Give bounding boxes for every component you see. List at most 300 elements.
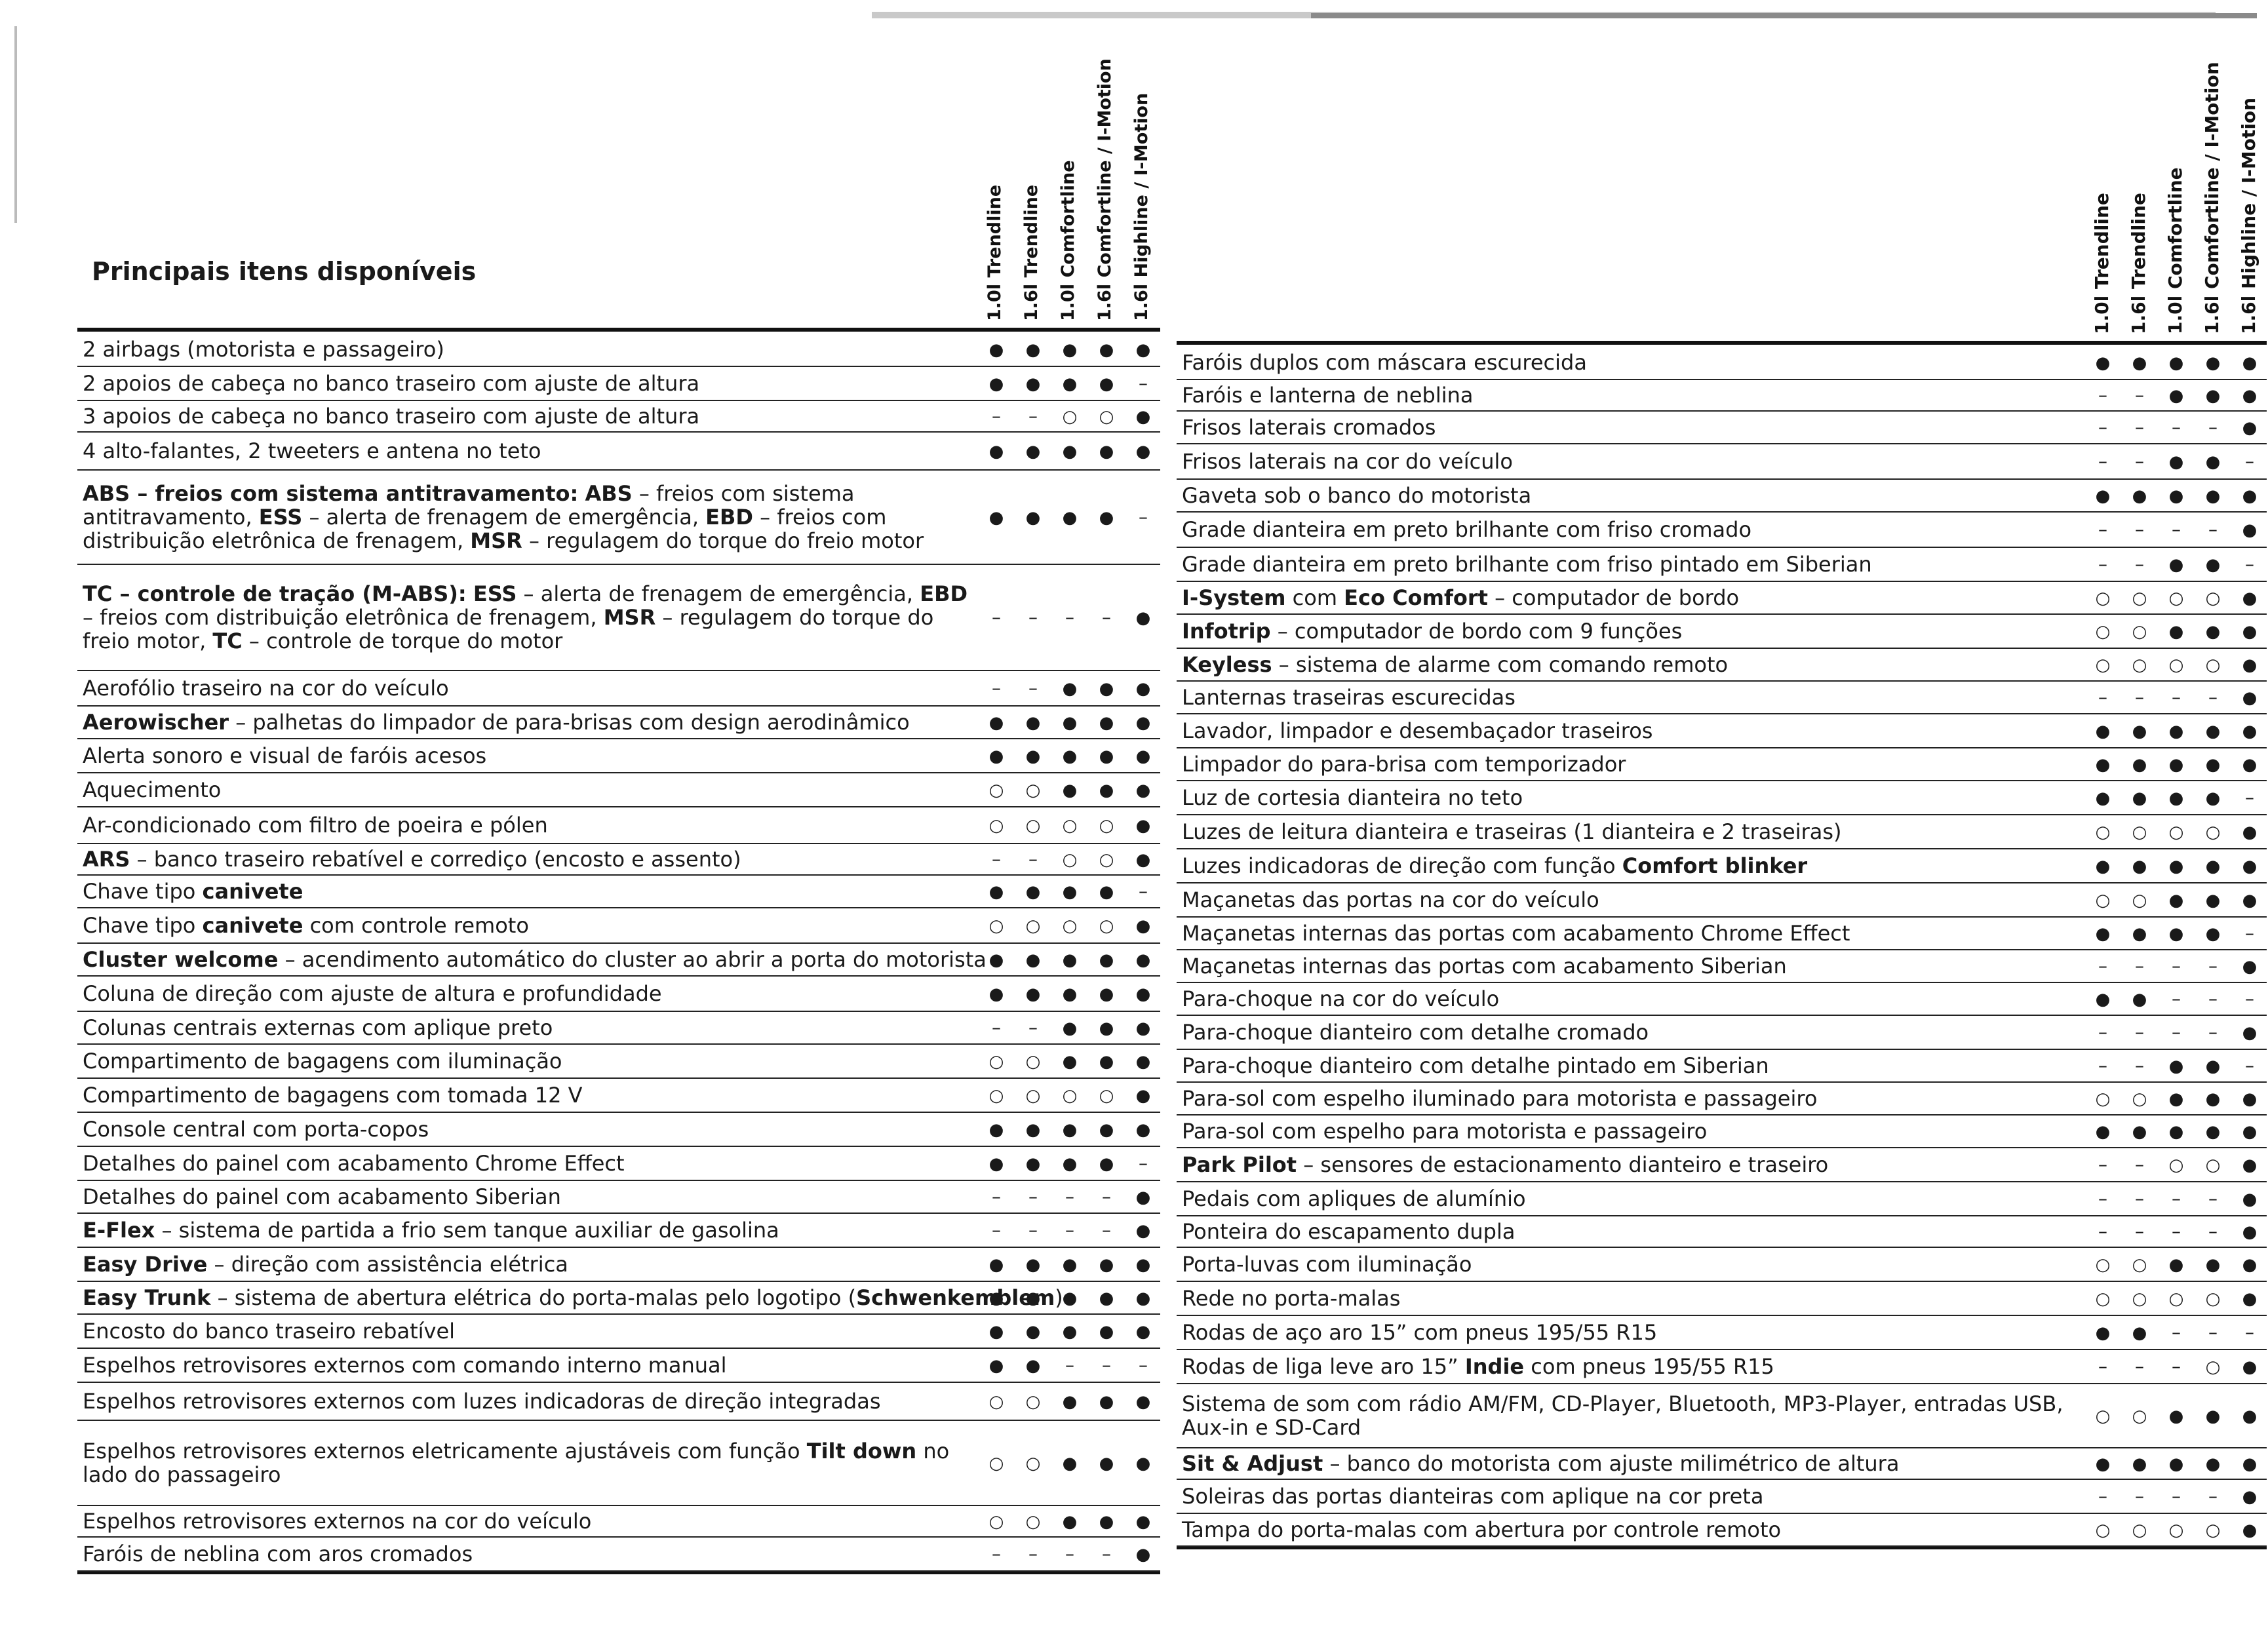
feature-label-segment: 2 apoios de cabeça no banco traseiro com ajuste de altura — [83, 371, 700, 396]
feature-label-segment: Easy Trunk — [83, 1285, 211, 1310]
standard-dot-icon — [1015, 747, 1051, 766]
right-feature-label — [1177, 1392, 2081, 1439]
unavailable-dash-icon — [1125, 1356, 1162, 1374]
left-availability-marks — [977, 1538, 1162, 1570]
optional-circle-icon — [1015, 1512, 1051, 1531]
standard-dot-icon — [2158, 386, 2195, 405]
left-feature-row — [77, 844, 1160, 876]
optional-circle-icon — [2195, 823, 2231, 842]
optional-circle-icon — [2195, 1521, 2231, 1540]
standard-dot-icon — [2231, 622, 2268, 641]
standard-dot-icon — [2195, 1122, 2231, 1141]
right-availability-marks — [2083, 781, 2268, 814]
unavailable-dash-icon — [2158, 957, 2195, 975]
standard-dot-icon — [2231, 1089, 2268, 1108]
right-feature-label — [1177, 686, 2081, 709]
right-feature-label — [1177, 1153, 2081, 1176]
unavailable-dash-icon — [2121, 452, 2158, 471]
feature-label-segment: Luz de cortesia dianteira no teto — [1182, 785, 1523, 810]
standard-dot-icon — [2195, 722, 2231, 741]
left-feature-label — [77, 582, 975, 653]
right-version-header: 1.6l Highline / I-Motion — [2238, 97, 2259, 334]
feature-label-segment: Pedais com apliques de alumínio — [1182, 1186, 1526, 1211]
left-feature-row — [77, 1383, 1160, 1421]
right-feature-label — [1177, 450, 2081, 473]
left-feature-label — [77, 1353, 975, 1377]
left-availability-marks — [977, 977, 1162, 1011]
optional-circle-icon — [2195, 655, 2231, 674]
optional-circle-icon — [2158, 1521, 2195, 1540]
unavailable-dash-icon — [2121, 386, 2158, 404]
optional-circle-icon — [2195, 589, 2231, 608]
left-feature-row — [77, 1421, 1160, 1506]
standard-dot-icon — [1015, 882, 1051, 901]
feature-label-segment: Luzes indicadoras de direção com função — [1182, 853, 1622, 878]
feature-label-segment: – sensores de estacionamento dianteiro e traseiro — [1297, 1152, 1829, 1177]
left-availability-marks — [977, 844, 1162, 874]
standard-dot-icon — [1125, 1018, 1162, 1038]
unavailable-dash-icon — [2195, 1023, 2231, 1041]
unavailable-dash-icon — [2084, 452, 2121, 471]
standard-dot-icon — [1015, 1289, 1051, 1308]
feature-label-segment: com controle remoto — [303, 913, 529, 938]
standard-dot-icon — [2121, 924, 2158, 943]
standard-dot-icon — [2084, 857, 2121, 876]
optional-circle-icon — [1088, 407, 1125, 426]
right-feature-row — [1177, 918, 2267, 950]
standard-dot-icon — [2195, 1255, 2231, 1274]
right-availability-marks — [2083, 548, 2268, 581]
standard-dot-icon — [1015, 508, 1051, 527]
optional-circle-icon — [978, 816, 1015, 835]
left-availability-marks — [977, 739, 1162, 772]
right-feature-label — [1177, 1087, 2081, 1110]
unavailable-dash-icon — [1015, 679, 1051, 697]
feature-label-segment: – sistema de abertura elétrica do porta-malas pelo logotipo ( — [210, 1285, 857, 1310]
standard-dot-icon — [1051, 1392, 1088, 1411]
right-feature-label — [1177, 1187, 2081, 1211]
standard-dot-icon — [1088, 679, 1125, 698]
unavailable-dash-icon — [1015, 1188, 1051, 1206]
right-availability-marks — [2083, 1514, 2268, 1545]
right-availability-marks — [2083, 1282, 2268, 1315]
left-availability-marks — [977, 1079, 1162, 1112]
right-availability-marks — [2083, 983, 2268, 1015]
standard-dot-icon — [1088, 442, 1125, 461]
feature-label-segment: Tilt down — [806, 1439, 917, 1464]
left-feature-row — [77, 807, 1160, 844]
standard-dot-icon — [1015, 1322, 1051, 1341]
standard-dot-icon — [1088, 1255, 1125, 1274]
left-feature-label — [77, 1218, 975, 1242]
left-version-header: 1.6l Highline / I-Motion — [1131, 92, 1152, 321]
right-feature-label — [1177, 351, 2081, 374]
right-availability-marks — [2083, 883, 2268, 916]
optional-circle-icon — [2084, 823, 2121, 842]
right-feature-row — [1177, 582, 2267, 615]
left-feature-label — [77, 1117, 975, 1141]
standard-dot-icon — [2158, 1089, 2195, 1108]
right-feature-row — [1177, 849, 2267, 883]
left-feature-row — [77, 1079, 1160, 1113]
standard-dot-icon — [2231, 520, 2268, 539]
standard-dot-icon — [2121, 486, 2158, 505]
feature-label-segment: Maçanetas internas das portas com acabamento Chrome Effect — [1182, 921, 1850, 946]
right-feature-label — [1177, 854, 2081, 878]
page-title: Principais itens disponíveis — [92, 257, 477, 286]
standard-dot-icon — [2195, 486, 2231, 505]
feature-label-segment: Maçanetas internas das portas com acabamento Siberian — [1182, 954, 1787, 979]
left-feature-row — [77, 1012, 1160, 1045]
unavailable-dash-icon — [2121, 1190, 2158, 1208]
left-availability-marks — [977, 565, 1162, 670]
standard-dot-icon — [2231, 1222, 2268, 1241]
optional-circle-icon — [1088, 916, 1125, 935]
optional-circle-icon — [978, 781, 1015, 800]
standard-dot-icon — [2195, 1406, 2231, 1426]
left-feature-label — [77, 1439, 975, 1486]
right-availability-marks — [2083, 714, 2268, 747]
standard-dot-icon — [2231, 1190, 2268, 1209]
left-feature-label — [77, 1542, 975, 1566]
standard-dot-icon — [2195, 891, 2231, 910]
feature-label-segment: Aerowischer — [83, 710, 229, 735]
standard-dot-icon — [1088, 781, 1125, 800]
right-availability-marks — [2083, 849, 2268, 882]
feature-label-segment: 3 apoios de cabeça no banco traseiro com ajuste de altura — [83, 404, 700, 429]
standard-dot-icon — [1051, 1255, 1088, 1274]
unavailable-dash-icon — [2195, 1487, 2231, 1505]
right-feature-label — [1177, 1484, 2081, 1508]
feature-label-segment: Porta-luvas com iluminação — [1182, 1252, 1472, 1277]
right-feature-row — [1177, 1350, 2267, 1384]
right-availability-marks — [2083, 1350, 2268, 1383]
feature-label-segment: Aerofólio traseiro na cor do veículo — [83, 676, 449, 701]
standard-dot-icon — [978, 882, 1015, 901]
standard-dot-icon — [2158, 486, 2195, 505]
standard-dot-icon — [1051, 1289, 1088, 1308]
standard-dot-icon — [2121, 857, 2158, 876]
right-feature-row — [1177, 1514, 2267, 1547]
feature-label-segment: com — [1285, 585, 1344, 610]
standard-dot-icon — [978, 442, 1015, 461]
standard-dot-icon — [1051, 340, 1088, 359]
right-feature-label — [1177, 1518, 2081, 1542]
unavailable-dash-icon — [2195, 418, 2231, 436]
feature-label-segment: – sistema de alarme com comando remoto — [1272, 652, 1729, 677]
standard-dot-icon — [2158, 1255, 2195, 1274]
feature-label-segment: Easy Drive — [83, 1252, 208, 1277]
right-version-header: 1.0l Trendline — [2091, 193, 2113, 334]
unavailable-dash-icon — [978, 407, 1015, 425]
right-availability-marks — [2083, 1148, 2268, 1181]
standard-dot-icon — [2195, 386, 2231, 405]
unavailable-dash-icon — [2231, 1323, 2268, 1342]
right-feature-label — [1177, 484, 2081, 507]
right-feature-row — [1177, 1282, 2267, 1316]
feature-label-segment: ABS — [585, 481, 633, 506]
optional-circle-icon — [2084, 1089, 2121, 1108]
left-feature-label — [77, 1319, 975, 1343]
feature-label-segment: Chave tipo — [83, 879, 203, 904]
standard-dot-icon — [978, 1154, 1015, 1173]
right-feature-label — [1177, 1054, 2081, 1077]
standard-dot-icon — [1125, 1052, 1162, 1071]
standard-dot-icon — [2231, 857, 2268, 876]
standard-dot-icon — [2231, 1487, 2268, 1506]
standard-dot-icon — [978, 340, 1015, 359]
right-availability-marks — [2083, 748, 2268, 780]
right-feature-row — [1177, 1216, 2267, 1248]
left-page-edge — [14, 26, 17, 223]
unavailable-dash-icon — [2121, 520, 2158, 539]
feature-label-segment: Tampa do porta-malas com abertura por controle remoto — [1182, 1517, 1782, 1542]
standard-dot-icon — [2158, 452, 2195, 471]
feature-label-segment: I-System — [1182, 585, 1286, 610]
standard-dot-icon — [1051, 713, 1088, 732]
feature-label-segment: Grade dianteira em preto brilhante com friso pintado em Siberian — [1182, 552, 1872, 577]
standard-dot-icon — [2231, 486, 2268, 505]
standard-dot-icon — [2121, 788, 2158, 807]
feature-label-segment: Gaveta sob o banco do motorista — [1182, 483, 1532, 508]
optional-circle-icon — [1015, 1086, 1051, 1105]
unavailable-dash-icon — [1015, 1221, 1051, 1239]
right-feature-label — [1177, 383, 2081, 407]
feature-label-segment: – direção com assistência elétrica — [207, 1252, 568, 1277]
right-availability-marks — [2083, 1116, 2268, 1147]
feature-label-segment: – computador de bordo com 9 funções — [1270, 619, 1683, 644]
standard-dot-icon — [1088, 340, 1125, 359]
standard-dot-icon — [1088, 1154, 1125, 1173]
left-availability-marks — [977, 876, 1162, 907]
unavailable-dash-icon — [1125, 1154, 1162, 1173]
left-feature-row — [77, 565, 1160, 671]
unavailable-dash-icon — [2084, 1155, 2121, 1174]
standard-dot-icon — [1051, 747, 1088, 766]
right-feature-label — [1177, 888, 2081, 912]
left-feature-row — [77, 401, 1160, 433]
standard-dot-icon — [1051, 374, 1088, 393]
feature-label-segment: Espelhos retrovisores externos com luzes indicadoras de direção integradas — [83, 1389, 881, 1414]
optional-circle-icon — [978, 1454, 1015, 1473]
unavailable-dash-icon — [978, 608, 1015, 627]
feature-label-segment: Cluster welcome — [83, 947, 279, 972]
left-version-header: 1.0l Trendline — [985, 184, 1005, 321]
unavailable-dash-icon — [1015, 407, 1051, 425]
feature-label-segment: – acendimento automático do cluster ao abrir a porta do motorista — [278, 947, 987, 972]
right-feature-row — [1177, 682, 2267, 714]
top-scan-line-dark — [1311, 13, 2257, 18]
standard-dot-icon — [2158, 353, 2195, 372]
feature-label-segment — [467, 581, 473, 606]
left-feature-label — [77, 1389, 975, 1413]
right-availability-marks — [2083, 380, 2268, 410]
optional-circle-icon — [978, 1052, 1015, 1071]
unavailable-dash-icon — [2231, 990, 2268, 1008]
left-feature-label — [77, 813, 975, 837]
left-feature-row — [77, 977, 1160, 1012]
unavailable-dash-icon — [2195, 990, 2231, 1008]
feature-label-segment: – freios com sistema antitravamento, — [83, 481, 855, 530]
standard-dot-icon — [1125, 916, 1162, 935]
left-feature-row — [77, 1538, 1160, 1572]
standard-dot-icon — [1015, 984, 1051, 1003]
unavailable-dash-icon — [1015, 1545, 1051, 1563]
standard-dot-icon — [1088, 882, 1125, 901]
right-availability-marks — [2083, 918, 2268, 949]
standard-dot-icon — [2084, 755, 2121, 774]
left-feature-label — [77, 880, 975, 903]
optional-circle-icon — [1015, 1454, 1051, 1473]
standard-dot-icon — [2231, 957, 2268, 976]
left-feature-row — [77, 739, 1160, 773]
feature-label-segment: TC – controle de tração (M-ABS): — [83, 581, 467, 606]
standard-dot-icon — [1015, 950, 1051, 969]
feature-label-segment: Limpador do para-brisa com temporizador — [1182, 752, 1626, 777]
feature-label-segment: Sistema de som com rádio AM/FM, CD-Player, Bluetooth, MP3-Player, entradas USB, Aux-in e SD-Card — [1182, 1391, 2063, 1440]
unavailable-dash-icon — [1088, 1545, 1125, 1563]
feature-label-segment: Espelhos retrovisores externos na cor do veículo — [83, 1509, 592, 1534]
right-availability-marks — [2083, 1182, 2268, 1215]
feature-label-segment: Para-choque na cor do veículo — [1182, 986, 1500, 1011]
feature-label-segment: Comfort blinker — [1622, 853, 1808, 878]
standard-dot-icon — [2231, 1255, 2268, 1274]
left-availability-marks — [977, 401, 1162, 431]
unavailable-dash-icon — [1015, 1018, 1051, 1037]
unavailable-dash-icon — [978, 1018, 1015, 1037]
left-availability-marks — [977, 807, 1162, 843]
standard-dot-icon — [1051, 1120, 1088, 1139]
standard-dot-icon — [978, 374, 1015, 393]
standard-dot-icon — [1125, 781, 1162, 800]
optional-circle-icon — [1051, 850, 1088, 869]
right-feature-label — [1177, 619, 2081, 643]
feature-label-segment: MSR — [603, 605, 656, 630]
feature-label-segment: Schwenkemblem — [856, 1285, 1055, 1310]
feature-label-segment: Compartimento de bagagens com tomada 12 V — [83, 1083, 583, 1108]
standard-dot-icon — [1125, 1392, 1162, 1411]
left-availability-marks — [977, 773, 1162, 806]
feature-label-segment: Alerta sonoro e visual de faróis acesos — [83, 743, 487, 768]
optional-circle-icon — [2084, 1255, 2121, 1274]
left-feature-row — [77, 1181, 1160, 1214]
right-availability-marks — [2083, 513, 2268, 547]
standard-dot-icon — [2121, 1323, 2158, 1342]
optional-circle-icon — [1015, 1052, 1051, 1071]
left-availability-marks — [977, 1012, 1162, 1043]
feature-label-segment: Soleiras das portas dianteiras com aplique na cor preta — [1182, 1484, 1764, 1509]
unavailable-dash-icon — [978, 1545, 1015, 1563]
standard-dot-icon — [1051, 442, 1088, 461]
left-feature-row — [77, 333, 1160, 367]
left-version-header: 1.6l Comfortline / I-Motion — [1095, 58, 1115, 321]
feature-label-segment: Espelhos retrovisores externos eletricamente ajustáveis com função — [83, 1439, 807, 1464]
optional-circle-icon — [2121, 622, 2158, 641]
unavailable-dash-icon — [1051, 1188, 1088, 1206]
standard-dot-icon — [1125, 1086, 1162, 1105]
right-feature-label — [1177, 922, 2081, 945]
left-feature-row — [77, 671, 1160, 707]
standard-dot-icon — [1088, 1322, 1125, 1341]
standard-dot-icon — [1125, 850, 1162, 869]
standard-dot-icon — [2231, 1023, 2268, 1042]
standard-dot-icon — [2084, 990, 2121, 1009]
right-feature-label — [1177, 786, 2081, 809]
standard-dot-icon — [1125, 1221, 1162, 1240]
standard-dot-icon — [978, 747, 1015, 766]
unavailable-dash-icon — [2121, 1155, 2158, 1174]
feature-label-segment: Rodas de liga leve aro 15” — [1182, 1354, 1465, 1379]
left-availability-marks — [977, 707, 1162, 738]
unavailable-dash-icon — [2084, 1190, 2121, 1208]
unavailable-dash-icon — [2158, 1323, 2195, 1342]
unavailable-dash-icon — [2121, 555, 2158, 573]
feature-label-segment: – controle de torque do motor — [242, 629, 563, 653]
right-feature-label — [1177, 752, 2081, 776]
left-availability-marks — [977, 471, 1162, 564]
feature-label-segment: Rodas de aço aro 15” com pneus 195/55 R15 — [1182, 1320, 1658, 1345]
standard-dot-icon — [1125, 1120, 1162, 1139]
standard-dot-icon — [1125, 1545, 1162, 1564]
standard-dot-icon — [978, 508, 1015, 527]
right-feature-row — [1177, 1148, 2267, 1182]
feature-label-segment: Para-choque dianteiro com detalhe pintado em Siberian — [1182, 1053, 1769, 1078]
unavailable-dash-icon — [2158, 1222, 2195, 1241]
standard-dot-icon — [2195, 788, 2231, 807]
standard-dot-icon — [2158, 924, 2195, 943]
standard-dot-icon — [2231, 722, 2268, 741]
feature-label-segment: Para-sol com espelho para motorista e passageiro — [1182, 1119, 1708, 1144]
left-feature-label — [77, 404, 975, 428]
right-feature-label — [1177, 1020, 2081, 1044]
right-feature-row — [1177, 615, 2267, 649]
unavailable-dash-icon — [2158, 1190, 2195, 1208]
left-feature-label — [77, 744, 975, 767]
standard-dot-icon — [1015, 713, 1051, 732]
standard-dot-icon — [1125, 713, 1162, 732]
standard-dot-icon — [978, 1322, 1015, 1341]
feature-label-segment: Ar-condicionado com filtro de poeira e pólen — [83, 813, 548, 838]
feature-label-segment: Park Pilot — [1182, 1152, 1297, 1177]
optional-circle-icon — [1015, 1392, 1051, 1411]
standard-dot-icon — [978, 1356, 1015, 1375]
unavailable-dash-icon — [2158, 1357, 2195, 1376]
standard-dot-icon — [2195, 452, 2231, 471]
right-availability-marks — [2083, 480, 2268, 511]
optional-circle-icon — [2158, 655, 2195, 674]
left-feature-row — [77, 433, 1160, 471]
optional-circle-icon — [2195, 1357, 2231, 1376]
standard-dot-icon — [1015, 374, 1051, 393]
right-availability-marks — [2083, 615, 2268, 648]
right-feature-row — [1177, 1480, 2267, 1514]
right-feature-label — [1177, 518, 2081, 541]
standard-dot-icon — [1088, 1289, 1125, 1308]
feature-label-segment: – freios com distribuição eletrônica de frenagem, — [83, 505, 887, 553]
left-feature-label — [77, 947, 987, 972]
unavailable-dash-icon — [2121, 1487, 2158, 1505]
optional-circle-icon — [2121, 891, 2158, 910]
standard-dot-icon — [1088, 713, 1125, 732]
standard-dot-icon — [2121, 990, 2158, 1009]
standard-dot-icon — [2158, 891, 2195, 910]
left-feature-label — [77, 676, 975, 700]
standard-dot-icon — [2231, 1357, 2268, 1376]
standard-dot-icon — [2195, 857, 2231, 876]
standard-dot-icon — [1051, 1322, 1088, 1341]
left-feature-label — [77, 338, 975, 361]
standard-dot-icon — [1088, 1454, 1125, 1473]
